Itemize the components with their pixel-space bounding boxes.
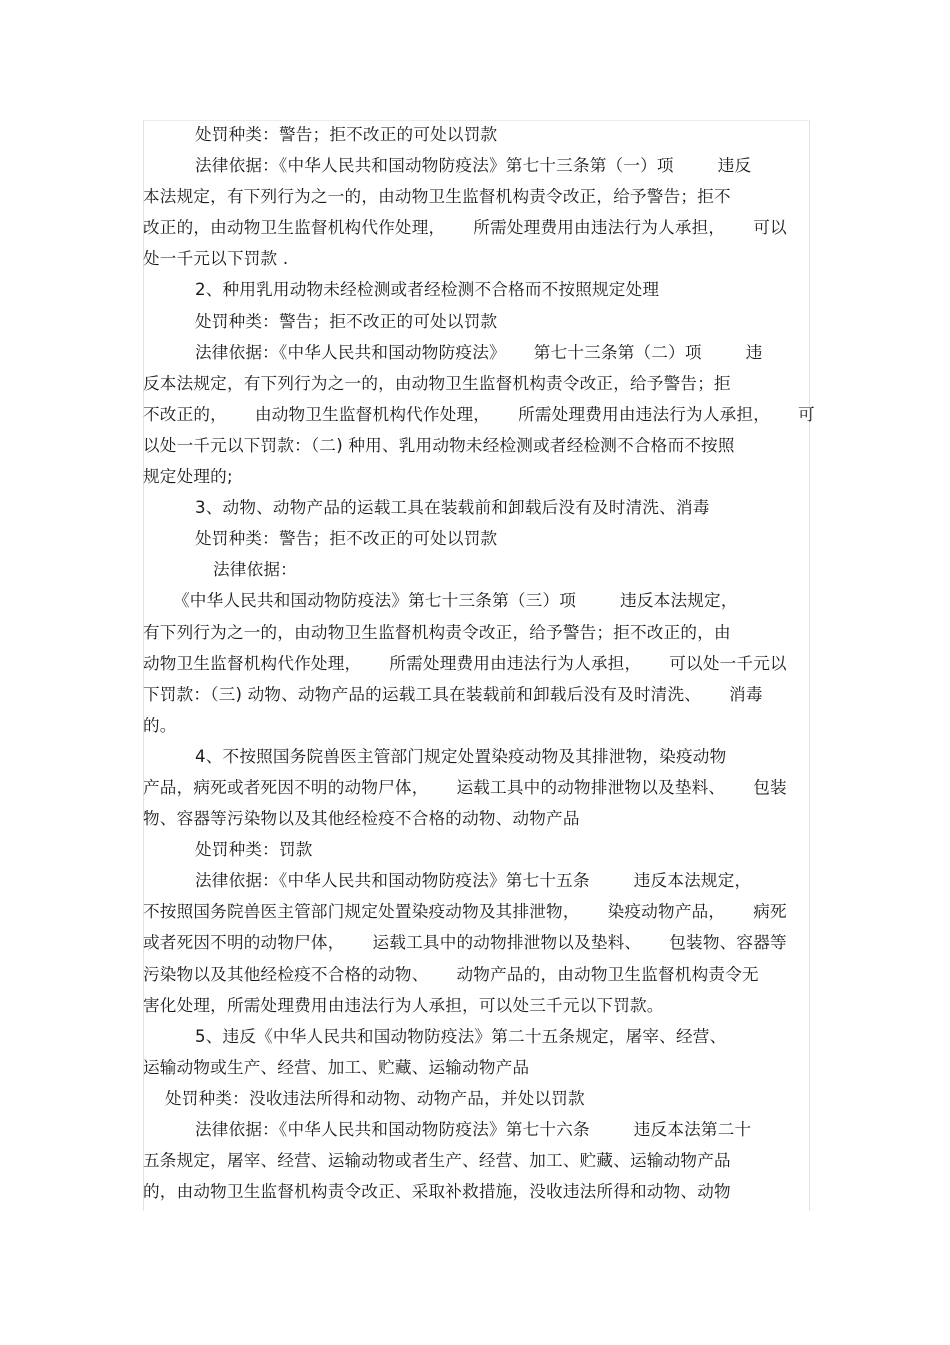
text-line: 害化处理，所需处理费用由违法行为人承担，可以处三千元以下罚款。: [143, 995, 664, 1015]
text-line: 处一千元以下罚款 .: [143, 249, 289, 269]
text-line: 有下列行为之一的，由动物卫生监督机构责令改正，给予警告；拒不改正的，由: [143, 622, 731, 642]
text-line: 法律依据：: [213, 560, 297, 580]
text-line: 不按照国务院兽医主管部门规定处置染疫动物及其排泄物， 染疫动物产品， 病死: [143, 902, 787, 922]
text-line: 法律依据：《中华人民共和国动物防疫法》第七十五条 违反本法规定，: [195, 871, 752, 891]
text-line: 污染物以及其他经检疫不合格的动物、 动物产品的，由动物卫生监督机构责令无: [143, 964, 759, 984]
text-line: 规定处理的;: [143, 467, 233, 487]
text-line: 的。: [143, 715, 177, 735]
text-line: 下罚款：（三) 动物、动物产品的运载工具在装载前和卸载后没有及时清洗、 消毒: [143, 684, 763, 704]
text-line: 法律依据：《中华人民共和国动物防疫法》第七十六条 违反本法第二十: [195, 1120, 752, 1139]
text-line: 法律依据：《中华人民共和国动物防疫法》 第七十三条第（二）项 违: [195, 342, 763, 362]
text-line: 处罚种类：警告；拒不改正的可处以罚款: [195, 311, 498, 331]
text-line: 五条规定，屠宰、经营、运输动物或者生产、经营、加工、贮藏、运输动物产品: [143, 1151, 731, 1171]
text-line: 动物卫生监督机构代作处理， 所需处理费用由违法行为人承担， 可以处一千元以: [143, 653, 787, 673]
text-line: 4、不按照国务院兽医主管部门规定处置染疫动物及其排泄物，染疫动物: [195, 746, 727, 766]
text-line: 的，由动物卫生监督机构责令改正、采取补救措施，没收违法所得和动物、动物: [143, 1182, 731, 1202]
text-line: 法律依据：《中华人民共和国动物防疫法》第七十三条第（一）项 违反: [195, 156, 752, 176]
text-line: 《中华人民共和国动物防疫法》第七十三条第（三）项 违反本法规定，: [173, 591, 738, 611]
text-line: 以处一千元以下罚款：（二) 种用、乳用动物未经检测或者经检测不合格而不按照: [143, 435, 735, 455]
text-line: 物、容器等污染物以及其他经检疫不合格的动物、动物产品: [143, 809, 580, 829]
text-line: 处罚种类：警告；拒不改正的可处以罚款: [195, 529, 498, 549]
text-line: 运输动物或生产、经营、加工、贮藏、运输动物产品: [143, 1057, 530, 1077]
text-line: 处罚种类：罚款: [195, 840, 313, 860]
text-line: 改正的，由动物卫生监督机构代作处理， 所需处理费用由违法行为人承担， 可以: [143, 218, 787, 238]
text-line: 处罚种类：没收违法所得和动物、动物产品，并处以罚款: [165, 1088, 585, 1108]
text-line: 反本法规定，有下列行为之一的，由动物卫生监督机构责令改正，给予警告；拒: [143, 373, 731, 393]
text-line: 5、违反《中华人民共和国动物防疫法》第二十五条规定，屠宰、经营、: [195, 1026, 727, 1046]
text-line: 产品，病死或者死因不明的动物尸体， 运载工具中的动物排泄物以及垫料、 包装: [143, 777, 787, 797]
text-line: 2、种用乳用动物未经检测或者经检测不合格而不按照规定处理: [195, 280, 660, 300]
text-line: 3、动物、动物产品的运载工具在装载前和卸载后没有及时清洗、消毒: [195, 498, 710, 518]
document-body: [143, 119, 815, 1207]
text-line: 或者死因不明的动物尸体， 运载工具中的动物排泄物以及垫料、 包装物、容器等: [143, 933, 787, 953]
text-line: 本法规定，有下列行为之一的，由动物卫生监督机构责令改正，给予警告；拒不: [143, 187, 731, 207]
text-line: 处罚种类：警告；拒不改正的可处以罚款: [195, 125, 498, 144]
text-line: 不改正的， 由动物卫生监督机构代作处理， 所需处理费用由违法行为人承担， 可: [143, 404, 815, 424]
